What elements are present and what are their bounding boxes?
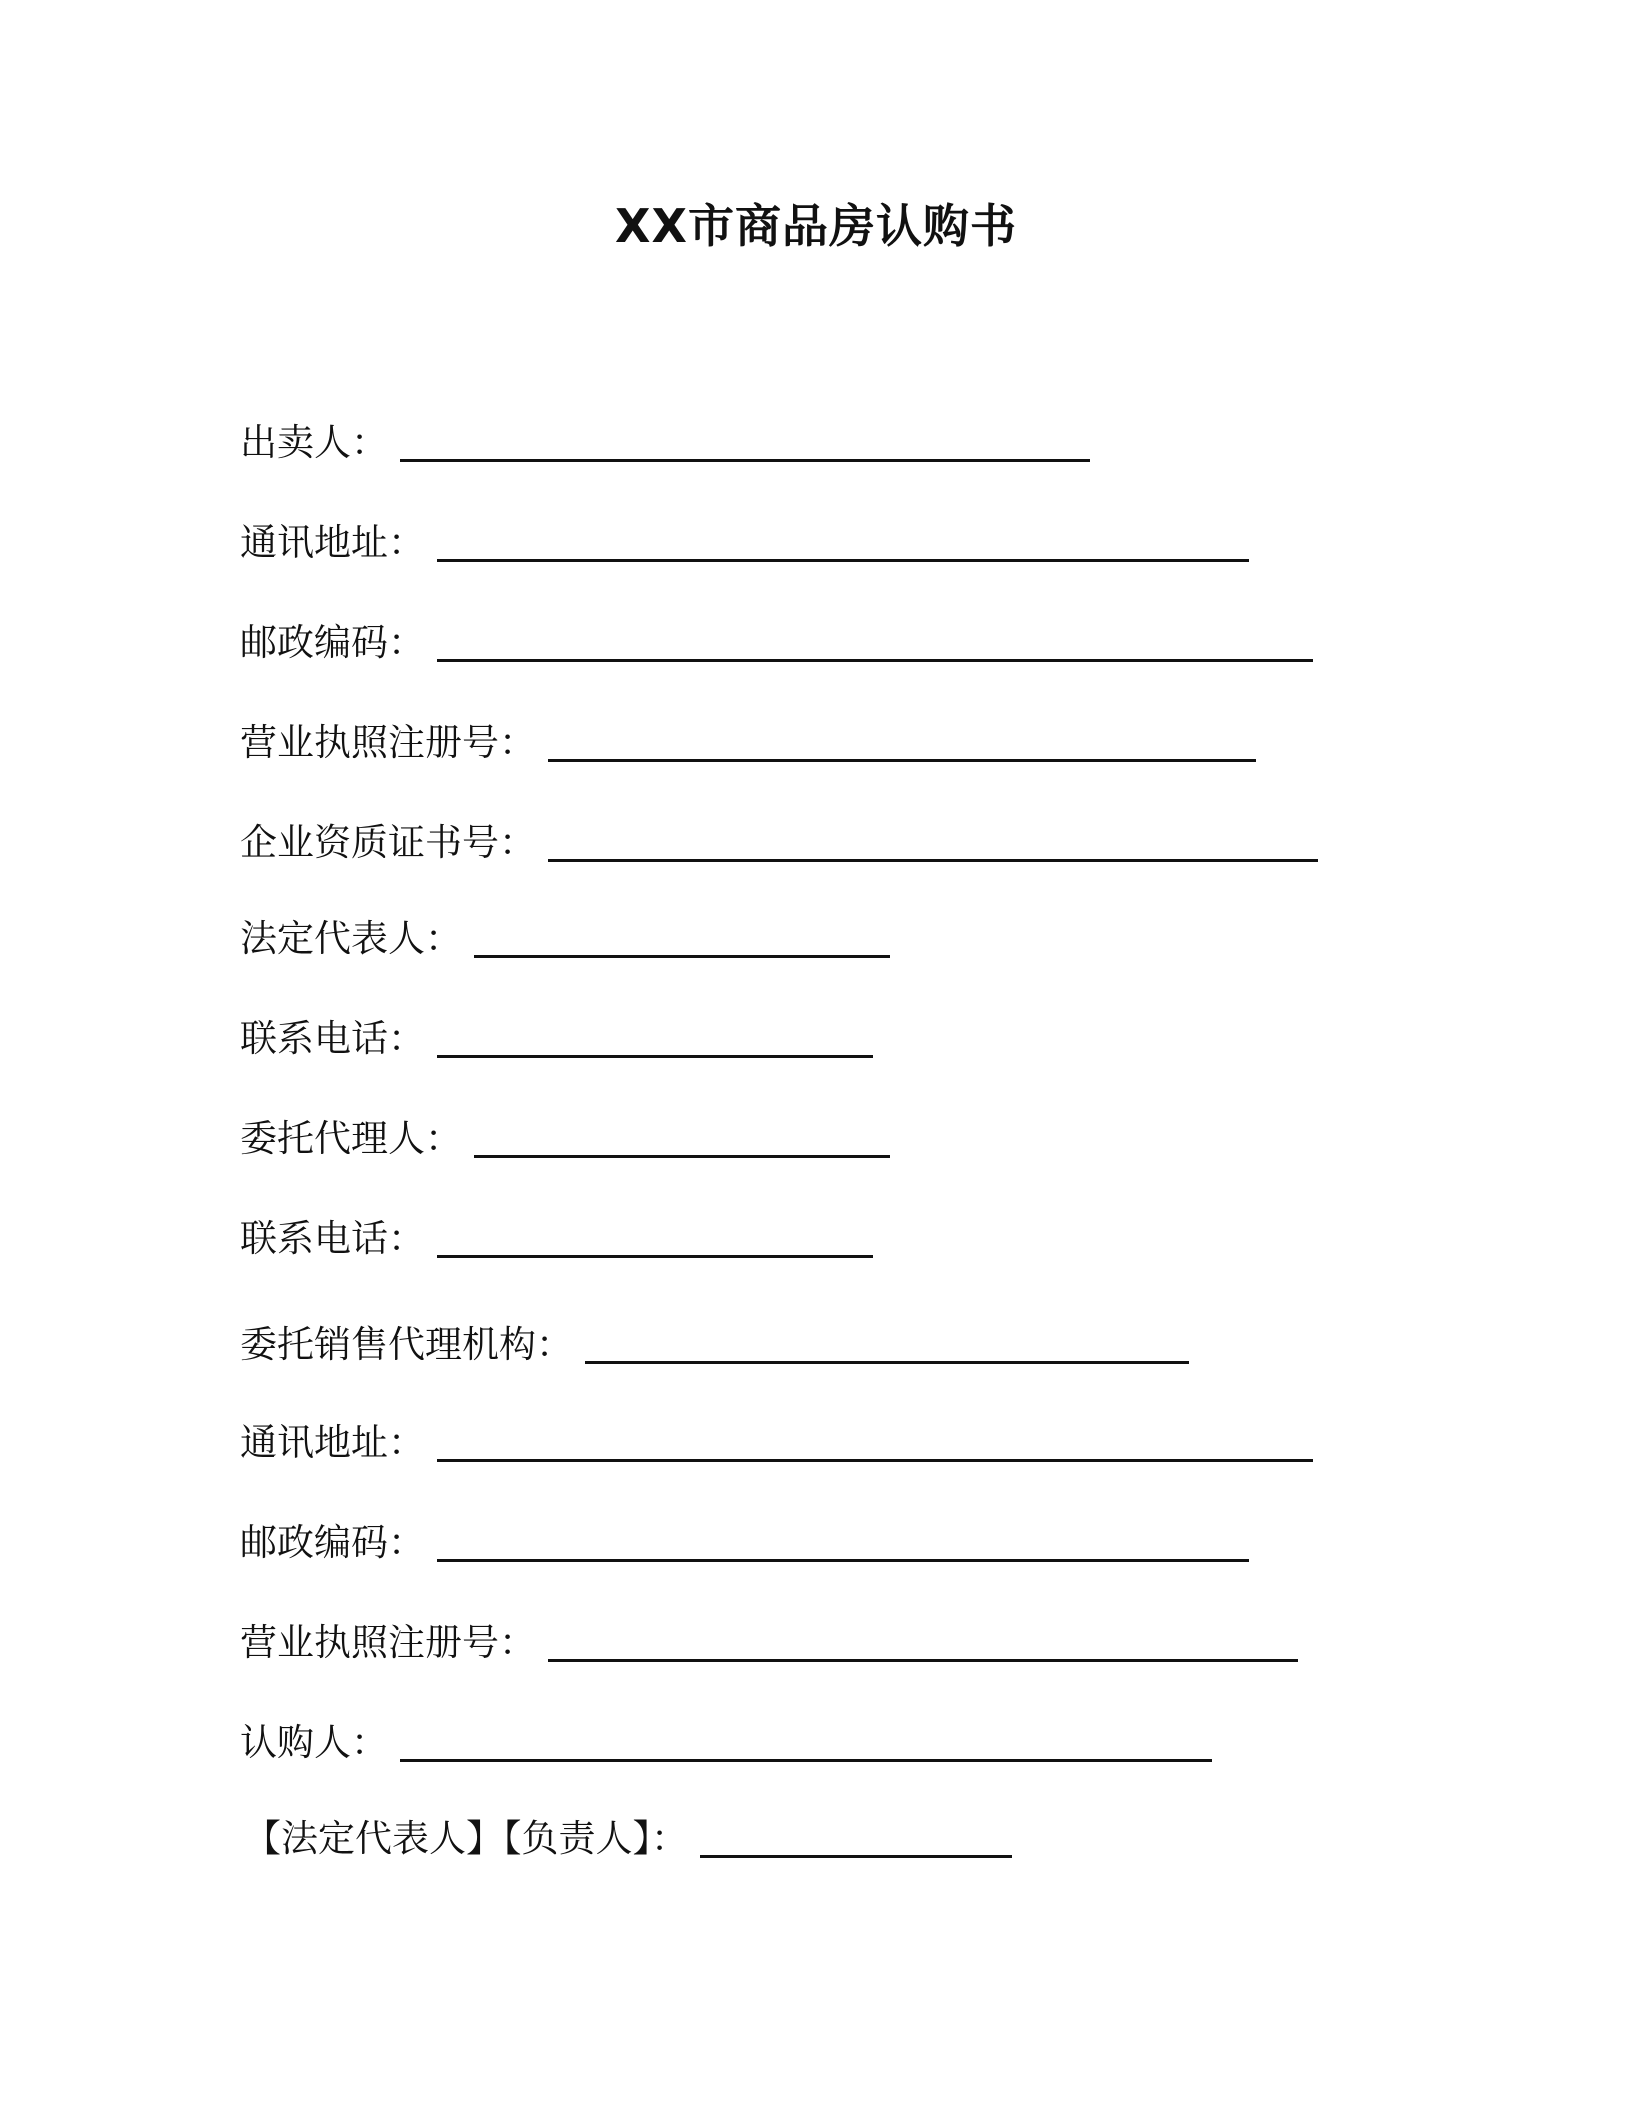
field-label: 通讯地址： (240, 1421, 425, 1464)
fill-in-blank[interactable] (585, 1361, 1189, 1364)
form-field-sales-agency (240, 1322, 1189, 1376)
field-label: 企业资质证书号： (240, 821, 536, 864)
fill-in-blank[interactable] (437, 559, 1249, 562)
field-label: 出卖人： (240, 421, 388, 464)
field-label: 邮政编码： (240, 1521, 425, 1564)
fill-in-blank[interactable] (437, 1055, 873, 1058)
form-field-seller-address (240, 520, 1249, 574)
form-field-seller (240, 420, 1090, 474)
fill-in-blank[interactable] (474, 955, 890, 958)
form-field-purchaser (240, 1720, 1212, 1774)
fill-in-blank[interactable] (548, 1659, 1298, 1662)
field-label: 联系电话： (240, 1017, 425, 1060)
fill-in-blank[interactable] (437, 1255, 873, 1258)
field-label: 委托代理人： (240, 1117, 462, 1160)
field-label: 认购人： (240, 1721, 388, 1764)
fill-in-blank[interactable] (437, 1459, 1313, 1462)
form-field-authorized-agent (240, 1116, 890, 1170)
field-label: 通讯地址： (240, 521, 425, 564)
field-label: 委托销售代理机构： (240, 1323, 573, 1366)
field-label: 邮政编码： (240, 621, 425, 664)
document-title: XX市商品房认购书 (615, 199, 1017, 253)
field-label: 营业执照注册号： (240, 1621, 536, 1664)
fill-in-blank[interactable] (400, 1759, 1212, 1762)
fill-in-blank[interactable] (437, 1559, 1249, 1562)
form-field-qualification-cert (240, 820, 1318, 874)
form-field-agency-address (240, 1420, 1313, 1474)
form-field-agency-postcode (240, 1520, 1249, 1574)
form-field-agency-license (240, 1620, 1298, 1674)
fill-in-blank[interactable] (437, 659, 1313, 662)
form-field-purchaser-representative (244, 1816, 1012, 1870)
field-label: 【法定代表人】【负责人】： (244, 1817, 688, 1860)
form-field-legal-representative (240, 916, 890, 970)
field-label: 法定代表人： (240, 917, 462, 960)
fill-in-blank[interactable] (548, 859, 1318, 862)
fill-in-blank[interactable] (700, 1855, 1012, 1858)
fill-in-blank[interactable] (474, 1155, 890, 1158)
form-field-seller-postcode (240, 620, 1313, 674)
fill-in-blank[interactable] (548, 759, 1256, 762)
form-field-seller-phone (240, 1016, 873, 1070)
form-field-business-license (240, 720, 1256, 774)
fill-in-blank[interactable] (400, 459, 1090, 462)
field-label: 联系电话： (240, 1217, 425, 1260)
form-field-agent-phone (240, 1216, 873, 1270)
field-label: 营业执照注册号： (240, 721, 536, 764)
